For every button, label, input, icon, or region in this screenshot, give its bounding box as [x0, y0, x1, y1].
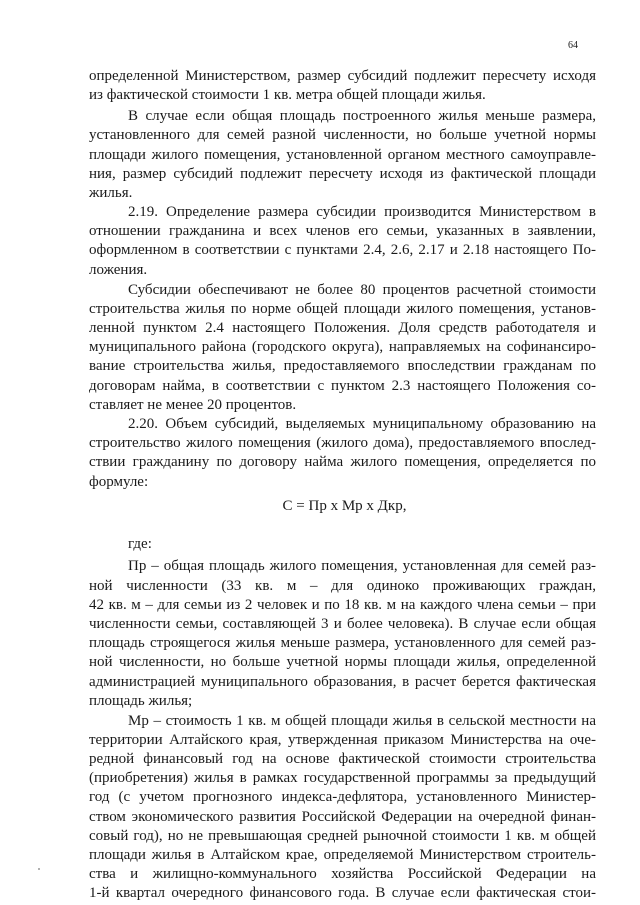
text-line: Мр – стоимость 1 кв. м общей площади жилья в сельской местности на	[128, 713, 596, 729]
text-line: договорам найма, в соответствии с пунктом 2.3 настоящего Положения со-	[89, 378, 596, 394]
text-line: площадь жилья;	[89, 693, 193, 709]
text-line: определенной Министерством, размер субсидий подлежит пересчету исходя	[89, 68, 596, 84]
text-line: 2.20. Объем субсидий, выделяемых муниципальному образованию на	[128, 416, 596, 432]
text-line: строительства жилья по норме общей площади жилого помещения, установ-	[89, 301, 596, 317]
text-line: численности семьи, составляющей 3 и более человека). В случае если общая	[89, 616, 596, 632]
text-line: ной численности (33 кв. м – для одиноко проживающих граждан,	[89, 578, 596, 594]
text-line: территории Алтайского края, утвержденная приказом Министерства на оче-	[89, 732, 596, 748]
text-line: В случае если общая площадь построенного жилья меньше размера,	[128, 108, 596, 124]
text-line: оформленном в соответствии с пунктами 2.4, 2.6, 2.17 и 2.18 настоящего По-	[89, 242, 596, 258]
text-line: жилья.	[89, 185, 133, 201]
text-line: ством экономического развития Российской Федерации на очередной финан-	[89, 809, 596, 825]
text-line: площади жилья в Алтайском крае, определяемой Министерством строитель-	[89, 847, 596, 863]
text-line: ния, размер субсидий подлежит пересчету исходя из фактической площади	[89, 166, 596, 182]
scan-speck	[38, 868, 40, 870]
text-line: площади жилого помещения, установленной органом местного самоуправле-	[89, 147, 596, 163]
text-line: строительство жилого помещения (жилого дома), предоставляемого впослед-	[89, 435, 596, 451]
text-line: ленной пунктом 2.4 настоящего Положения. Доля средств работодателя и	[89, 320, 596, 336]
text-line: 2.19. Определение размера субсидии производится Министерством в	[128, 204, 596, 220]
formula: С = Пр х Мр х Дкр,	[282, 498, 407, 514]
text-line: ства и жилищно-коммунального хозяйства Российской Федерации на	[89, 866, 596, 882]
text-line: (приобретения) жилья в рамках государственной программы за предыдущий	[89, 770, 596, 786]
text-line: редной финансовый год на основе фактической стоимости строительства	[89, 751, 596, 767]
text-line: администрацией муниципального образования, в расчет берется фактическая	[89, 674, 596, 690]
text-line: ставляет не менее 20 процентов.	[89, 397, 297, 413]
text-line: совый год), но не превышающая средней рыночной стоимости 1 кв. м общей	[89, 828, 596, 844]
text-line: 1-й квартал очередного финансового года. В случае если фактическая стои-	[89, 885, 596, 901]
text-line: Пр – общая площадь жилого помещения, установленная для семей раз-	[128, 558, 596, 574]
text-line: год (с учетом прогнозного индекса-дефлятора, установленного Министер-	[89, 789, 596, 805]
text-line: вание строительства жилья, предоставляемого впоследствии гражданам по	[89, 358, 596, 374]
page-number: 64	[568, 40, 578, 51]
text-line: Субсидии обеспечивают не более 80 процентов расчетной стоимости	[128, 282, 596, 298]
text-line: ной численности, но больше учетной нормы площади жилья, определенной	[89, 654, 596, 670]
text-line: формуле:	[89, 474, 149, 490]
text-line: из фактической стоимости 1 кв. метра общей площади жилья.	[89, 87, 486, 103]
text-line: площадь строящегося жилья меньше размера, установленного для семей раз-	[89, 635, 596, 651]
text-line: где:	[128, 536, 152, 552]
text-line: отношении гражданина и всех членов его семьи, указанных в заявлении,	[89, 223, 596, 239]
text-line: установленного для семей разной численности, но больше учетной нормы	[89, 127, 596, 143]
text-line: ложения.	[89, 262, 148, 278]
text-line: 42 кв. м – для семьи из 2 человек и по 18 кв. м на каждого члена семьи – при	[89, 597, 596, 613]
text-line: ствии гражданину по договору найма жилого помещения, определяется по	[89, 454, 596, 470]
text-line: муниципального района (городского округа), направляемых на софинансиро-	[89, 339, 596, 355]
